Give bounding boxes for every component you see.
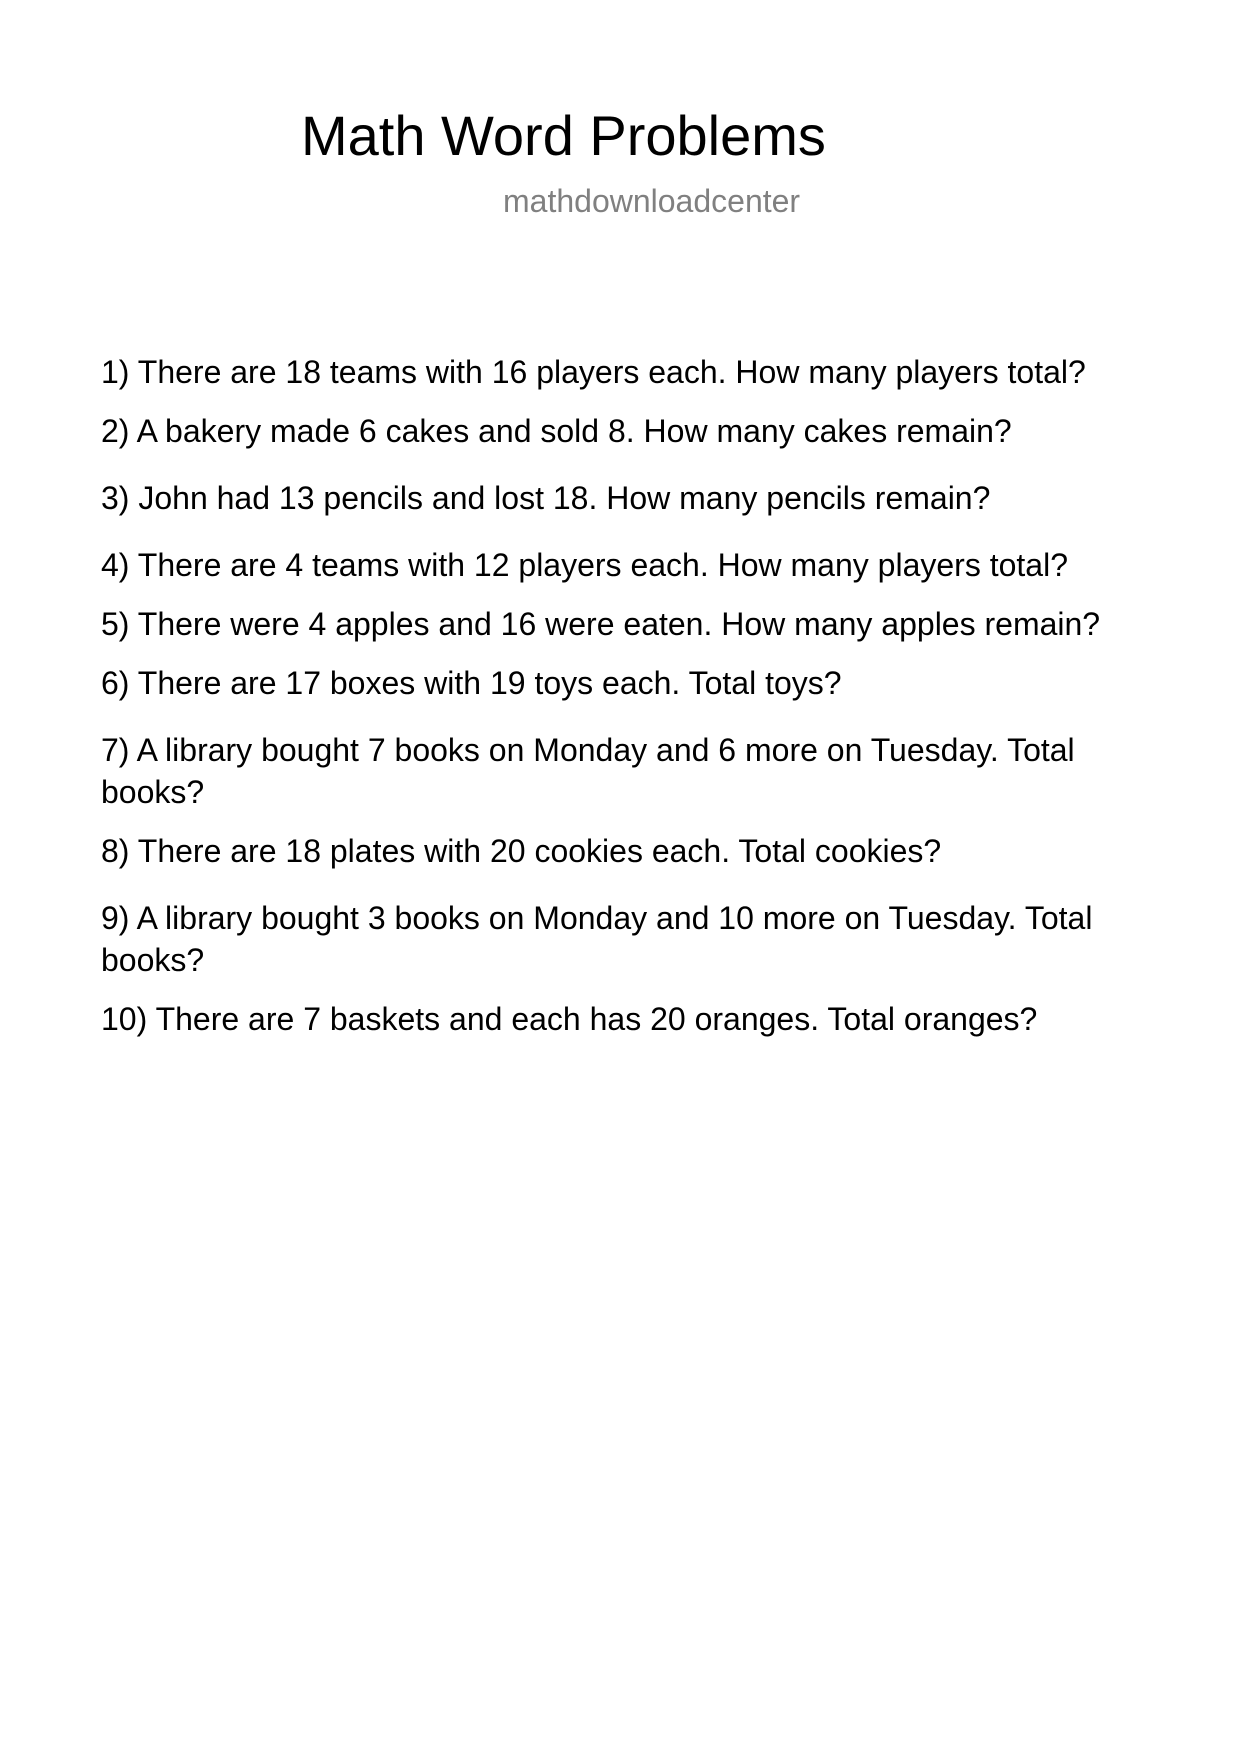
problem-item: 9) A library bought 3 books on Monday and 10 more on Tuesday. Total books? bbox=[101, 900, 1093, 978]
problem-item: 3) John had 13 pencils and lost 18. How many pencils remain? bbox=[101, 480, 991, 516]
problem-item: 8) There are 18 plates with 20 cookies each. Total cookies? bbox=[101, 833, 942, 869]
page-subtitle: mathdownloadcenter bbox=[503, 183, 801, 219]
problem-item: 4) There are 4 teams with 12 players each. How many players total? bbox=[101, 547, 1068, 583]
problem-item: 1) There are 18 teams with 16 players each. How many players total? bbox=[101, 354, 1086, 390]
problem-item: 10) There are 7 baskets and each has 20 oranges. Total oranges? bbox=[101, 1001, 1038, 1037]
problem-item: 6) There are 17 boxes with 19 toys each. Total toys? bbox=[101, 665, 842, 701]
page-title: Math Word Problems bbox=[301, 104, 826, 167]
problem-list bbox=[101, 351, 1151, 1057]
problem-item: 7) A library bought 7 books on Monday and 6 more on Tuesday. Total books? bbox=[101, 732, 1075, 810]
problem-item: 2) A bakery made 6 cakes and sold 8. How many cakes remain? bbox=[101, 413, 1012, 449]
problem-item: 5) There were 4 apples and 16 were eaten. How many apples remain? bbox=[101, 606, 1101, 642]
